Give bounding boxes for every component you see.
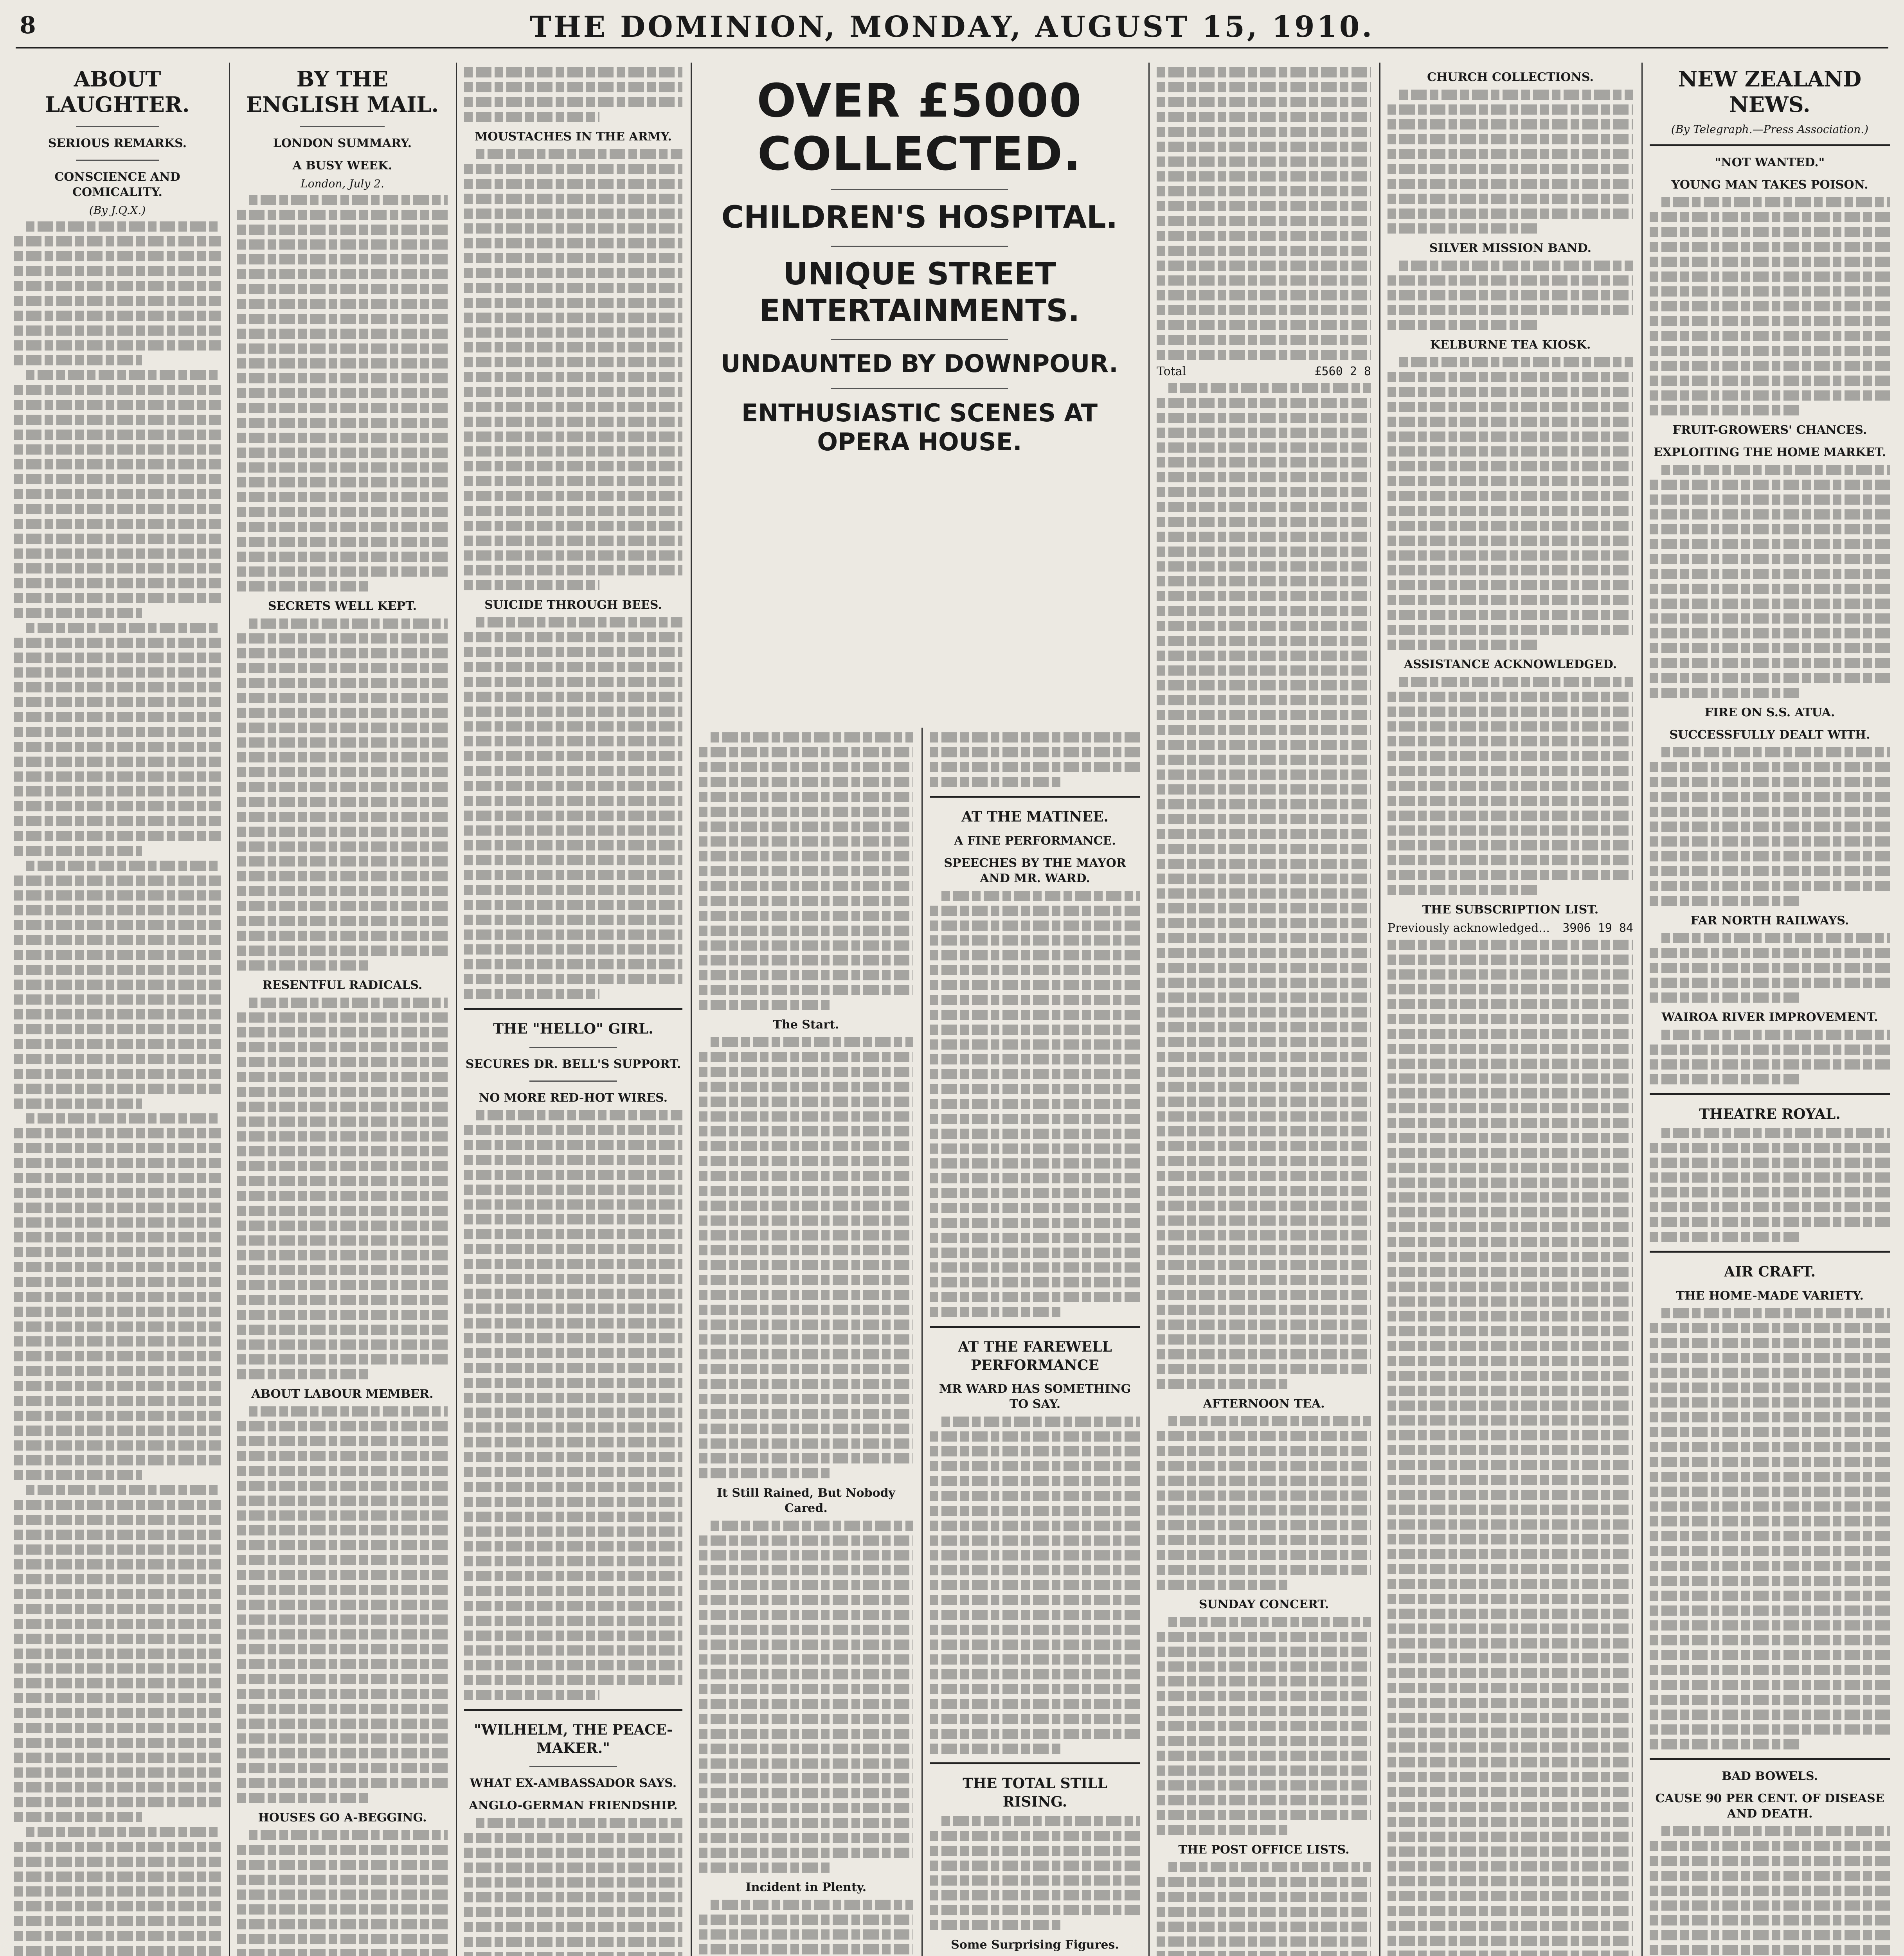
article-text-fruit [1650, 465, 1890, 698]
subhead-mr-ward: MR WARD HAS SOMETHING TO SAY. [939, 1382, 1131, 1411]
article-text-radicals [237, 998, 448, 1379]
headline-matinee: AT THE MATINEE. [961, 809, 1109, 825]
article-text-continued [930, 732, 1140, 787]
subhead-ex-ambassador: WHAT EX-AMBASSADOR SAYS. [470, 1776, 677, 1791]
subhead-labour-member: ABOUT LABOUR MEMBER. [251, 1387, 434, 1401]
subhead-busy-week: A BUSY WEEK. [292, 158, 392, 173]
subhead-church-collections: CHURCH COLLECTIONS. [1427, 70, 1594, 84]
section-rule [464, 1008, 682, 1010]
subhead-afternoon-tea: AFTERNOON TEA. [1203, 1397, 1325, 1411]
section-rule [930, 1326, 1140, 1328]
article-text-poison [1650, 197, 1890, 415]
section-rule [1650, 1093, 1890, 1095]
column-nz-news [1643, 63, 1896, 1956]
column-rule [1148, 63, 1150, 1956]
prev-amount: 3906 19 84 [1562, 921, 1633, 935]
article-text-tea [1157, 1416, 1371, 1590]
divider [76, 160, 158, 161]
subhead-incident-plenty: Incident in Plenty. [745, 1880, 867, 1894]
column-five [923, 728, 1146, 1956]
divider [529, 1080, 617, 1082]
headline-english-mail: BY THE ENGLISH MAIL. [246, 67, 439, 117]
lead-subhead-street: UNIQUE STREET ENTERTAINMENTS. [759, 256, 1080, 329]
lead-subhead-hospital: CHILDREN'S HOSPITAL. [721, 200, 1118, 236]
subhead-assistance: ASSISTANCE ACKNOWLEDGED. [1404, 658, 1617, 671]
article-text-assistance [1388, 677, 1633, 895]
divider [831, 339, 1008, 340]
article-text-silver [1388, 261, 1633, 330]
column-four [693, 728, 920, 1956]
article-text-concert [1157, 1617, 1371, 1835]
subhead-serious-remarks: SERIOUS REMARKS. [48, 136, 187, 150]
divider [76, 126, 158, 127]
masthead [16, 8, 1888, 49]
subhead-far-north: FAR NORTH RAILWAYS. [1690, 913, 1849, 928]
subhead-surprising-figures: Some Surprising Figures. [951, 1938, 1119, 1952]
section-rule [930, 1762, 1140, 1764]
article-text-rained [699, 1521, 913, 1873]
article-text-post-office [1157, 1862, 1371, 1956]
article-text-hello-girl [464, 1110, 682, 1700]
subhead-red-hot-wires: NO MORE RED-HOT WIRES. [479, 1091, 668, 1105]
subscription-prev-row [1388, 921, 1633, 935]
lead-subhead-opera: ENTHUSIASTIC SCENES AT OPERA HOUSE. [741, 398, 1098, 456]
headline-total-rising: THE TOTAL STILL RISING. [963, 1775, 1107, 1810]
article-text-wilhelm [464, 1818, 682, 1956]
article-text-col6 [1157, 383, 1371, 1389]
article-text-about-laughter [14, 221, 221, 1956]
lead-headline-block [693, 63, 1146, 720]
nz-news-source: (By Telegraph.—Press Association.) [1671, 122, 1869, 136]
subhead-dealt-with: SUCCESSFULLY DEALT WITH. [1669, 728, 1870, 742]
divider [300, 126, 384, 127]
article-text-theatre [1650, 1128, 1890, 1242]
column-rule [1641, 63, 1643, 1956]
subhead-kelburne-kiosk: KELBURNE TEA KIOSK. [1430, 338, 1591, 352]
section-rule [1650, 144, 1890, 146]
advert-text-bowels [1650, 1826, 1890, 1956]
headline-theatre-royal: THEATRE ROYAL. [1699, 1106, 1841, 1122]
subscription-list-entries [1388, 940, 1633, 1956]
article-text-fire [1650, 747, 1890, 906]
column-rule [921, 728, 923, 1956]
page-number: 8 [20, 12, 36, 39]
subhead-cause: CAUSE 90 PER CENT. OF DISEASE AND DEATH. [1655, 1792, 1884, 1821]
subhead-resentful-radicals: RESENTFUL RADICALS. [262, 978, 423, 992]
headline-farewell: AT THE FAREWELL PERFORMANCE [958, 1338, 1112, 1374]
article-text-busy-week [237, 195, 448, 591]
article-text-moustaches [464, 149, 682, 590]
article-text-kiosk [1388, 357, 1633, 650]
headline-about-laughter: ABOUT LAUGHTER. [45, 67, 190, 117]
subhead-silver-mission: SILVER MISSION BAND. [1429, 241, 1592, 255]
article-text-air-craft [1650, 1308, 1890, 1749]
column-english-mail [231, 63, 454, 1956]
article-text-secrets [237, 618, 448, 971]
subhead-moustaches: MOUSTACHES IN THE ARMY. [475, 130, 672, 144]
subhead-not-wanted: "NOT WANTED." [1715, 155, 1825, 169]
newspaper-title: THE DOMINION, MONDAY, AUGUST 15, 1910. [529, 10, 1375, 44]
divider [831, 388, 1008, 389]
section-rule [464, 1709, 682, 1711]
subhead-speeches: SPEECHES BY THE MAYOR AND MR. WARD. [944, 856, 1126, 885]
divider [529, 1047, 617, 1048]
divider [831, 246, 1008, 247]
section-rule [1650, 1251, 1890, 1253]
article-text-lead [699, 732, 913, 1010]
divider [529, 1766, 617, 1767]
subhead-subscription-list: THE SUBSCRIPTION LIST. [1422, 903, 1599, 917]
section-rule [930, 796, 1140, 798]
subhead-conscience: CONSCIENCE AND COMICALITY. [54, 170, 180, 199]
article-text-bees [464, 617, 682, 999]
subhead-home-made: THE HOME-MADE VARIETY. [1676, 1289, 1864, 1303]
prev-label: Previously acknowledged... [1388, 921, 1550, 935]
article-text-labour [237, 1406, 448, 1803]
subhead-post-office: THE POST OFFICE LISTS. [1178, 1843, 1350, 1857]
headline-air-craft: AIR CRAFT. [1724, 1264, 1816, 1280]
headline-hello-girl: THE "HELLO" GIRL. [493, 1021, 653, 1037]
article-text-continued [1157, 67, 1371, 360]
column-seven [1381, 63, 1639, 1956]
subhead-fine-performance: A FINE PERFORMANCE. [954, 834, 1116, 848]
subhead-poison: YOUNG MAN TAKES POISON. [1671, 178, 1868, 192]
total-label: Total [1157, 365, 1186, 378]
lead-subhead-downpour: UNDAUNTED BY DOWNPOUR. [721, 349, 1118, 378]
subhead-fruit-growers: FRUIT-GROWERS' CHANCES. [1672, 423, 1867, 437]
column-three [458, 63, 689, 1956]
article-text-continued [464, 67, 682, 122]
column-rule [1379, 63, 1380, 1956]
lead-headline: OVER £5000 COLLECTED. [757, 74, 1082, 181]
column-six [1150, 63, 1377, 1956]
subhead-the-start: The Start. [773, 1018, 839, 1032]
total-row [1157, 365, 1371, 378]
subhead-london-summary: LONDON SUMMARY. [273, 136, 412, 150]
subhead-bell-support: SECURES DR. BELL'S SUPPORT. [465, 1057, 681, 1071]
article-text-houses [237, 1830, 448, 1956]
article-text-incident [699, 1900, 913, 1956]
article-text-far-north [1650, 933, 1890, 1003]
column-about-laughter [8, 63, 227, 1956]
headline-nz-news: NEW ZEALAND NEWS. [1678, 67, 1862, 117]
subhead-houses: HOUSES GO A-BEGGING. [258, 1810, 427, 1825]
subhead-sunday-concert: SUNDAY CONCERT. [1199, 1598, 1329, 1611]
byline: (By J.Q.X.) [89, 203, 146, 217]
column-rule [456, 63, 457, 1956]
article-text-wairoa [1650, 1030, 1890, 1084]
column-rule [229, 63, 230, 1956]
subhead-anglo-german: ANGLO-GERMAN FRIENDSHIP. [469, 1799, 678, 1813]
section-rule [1650, 1758, 1890, 1760]
headline-wilhelm: "WILHELM, THE PEACE-MAKER." [474, 1721, 673, 1756]
divider [831, 189, 1008, 190]
article-text-matinee [930, 891, 1140, 1317]
subhead-still-rained: It Still Rained, But Nobody Cared. [716, 1486, 895, 1515]
subhead-bad-bowels: BAD BOWELS. [1722, 1769, 1818, 1783]
total-amount: £560 2 8 [1314, 365, 1371, 378]
article-text-total [930, 1816, 1140, 1930]
article-text-farewell [930, 1417, 1140, 1754]
subhead-suicide-bees: SUICIDE THROUGH BEES. [484, 598, 662, 612]
article-text-church [1388, 90, 1633, 234]
subhead-secrets: SECRETS WELL KEPT. [268, 599, 417, 613]
dateline: London, July 2. [301, 177, 384, 190]
article-text-start [699, 1037, 913, 1478]
subhead-wairoa: WAIROA RIVER IMPROVEMENT. [1661, 1010, 1878, 1024]
subhead-fire-atua: FIRE ON S.S. ATUA. [1704, 705, 1835, 719]
subhead-home-market: EXPLOITING THE HOME MARKET. [1653, 445, 1886, 459]
column-rule [691, 63, 692, 1956]
